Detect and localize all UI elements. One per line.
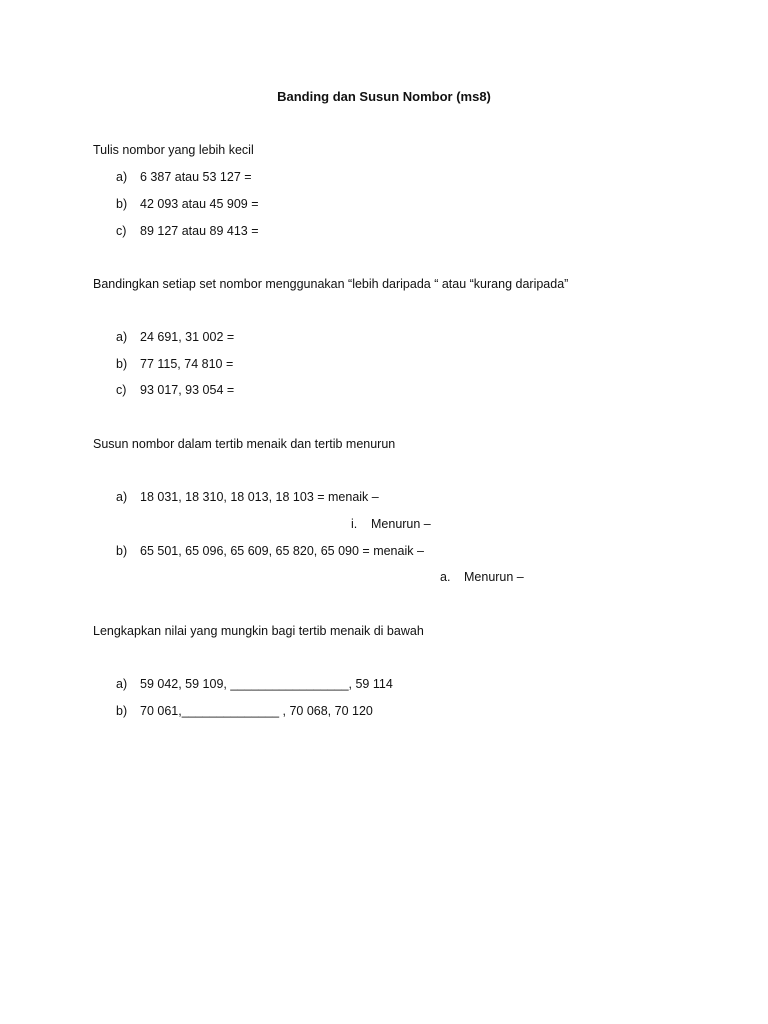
question-item	[116, 544, 424, 558]
section-heading-smaller-number: Tulis nombor yang lebih kecil	[93, 143, 254, 157]
item-marker: a)	[116, 677, 128, 691]
item-marker: b)	[116, 704, 128, 718]
sub-item-descending	[440, 570, 524, 584]
item-text: 70 061,______________ , 70 068, 70 120	[140, 704, 373, 718]
question-item	[116, 197, 259, 211]
item-text: 59 042, 59 109, _________________, 59 114	[140, 677, 393, 691]
question-item	[116, 490, 379, 504]
item-text: 6 387 atau 53 127 =	[140, 170, 252, 184]
sub-item-marker: i.	[351, 517, 358, 531]
section-heading-order: Susun nombor dalam tertib menaik dan tertib menurun	[93, 437, 396, 451]
item-marker: b)	[116, 197, 128, 211]
item-marker: b)	[116, 357, 128, 371]
item-marker: a)	[116, 170, 128, 184]
item-text: 24 691, 31 002 =	[140, 330, 235, 344]
sub-item-marker: a.	[440, 570, 451, 584]
item-marker: c)	[116, 383, 127, 397]
item-text: 77 115, 74 810 =	[140, 357, 234, 371]
question-item	[116, 224, 259, 238]
section-heading-compare: Bandingkan setiap set nombor menggunakan “lebih daripada “ atau “kurang daripada”	[93, 277, 569, 291]
item-marker: c)	[116, 224, 127, 238]
item-marker: a)	[116, 490, 128, 504]
question-item	[116, 704, 373, 718]
item-text: 65 501, 65 096, 65 609, 65 820, 65 090 = menaik –	[140, 544, 424, 558]
item-text: 89 127 atau 89 413 =	[140, 224, 259, 238]
item-text: 18 031, 18 310, 18 013, 18 103 = menaik –	[140, 490, 379, 504]
item-text: 42 093 atau 45 909 =	[140, 197, 259, 211]
page-title: Banding dan Susun Nombor (ms8)	[277, 89, 491, 104]
sub-item-text: Menurun –	[464, 570, 524, 584]
question-item	[116, 357, 233, 371]
section-heading-complete: Lengkapkan nilai yang mungkin bagi tertib menaik di bawah	[93, 624, 424, 638]
item-marker: a)	[116, 330, 128, 344]
question-item	[116, 330, 234, 344]
sub-item-text: Menurun –	[371, 517, 431, 531]
sub-item-descending	[351, 517, 431, 531]
item-marker: b)	[116, 544, 128, 558]
question-item	[116, 677, 393, 691]
question-item	[116, 170, 252, 184]
item-text: 93 017, 93 054 =	[140, 383, 235, 397]
question-item	[116, 383, 234, 397]
